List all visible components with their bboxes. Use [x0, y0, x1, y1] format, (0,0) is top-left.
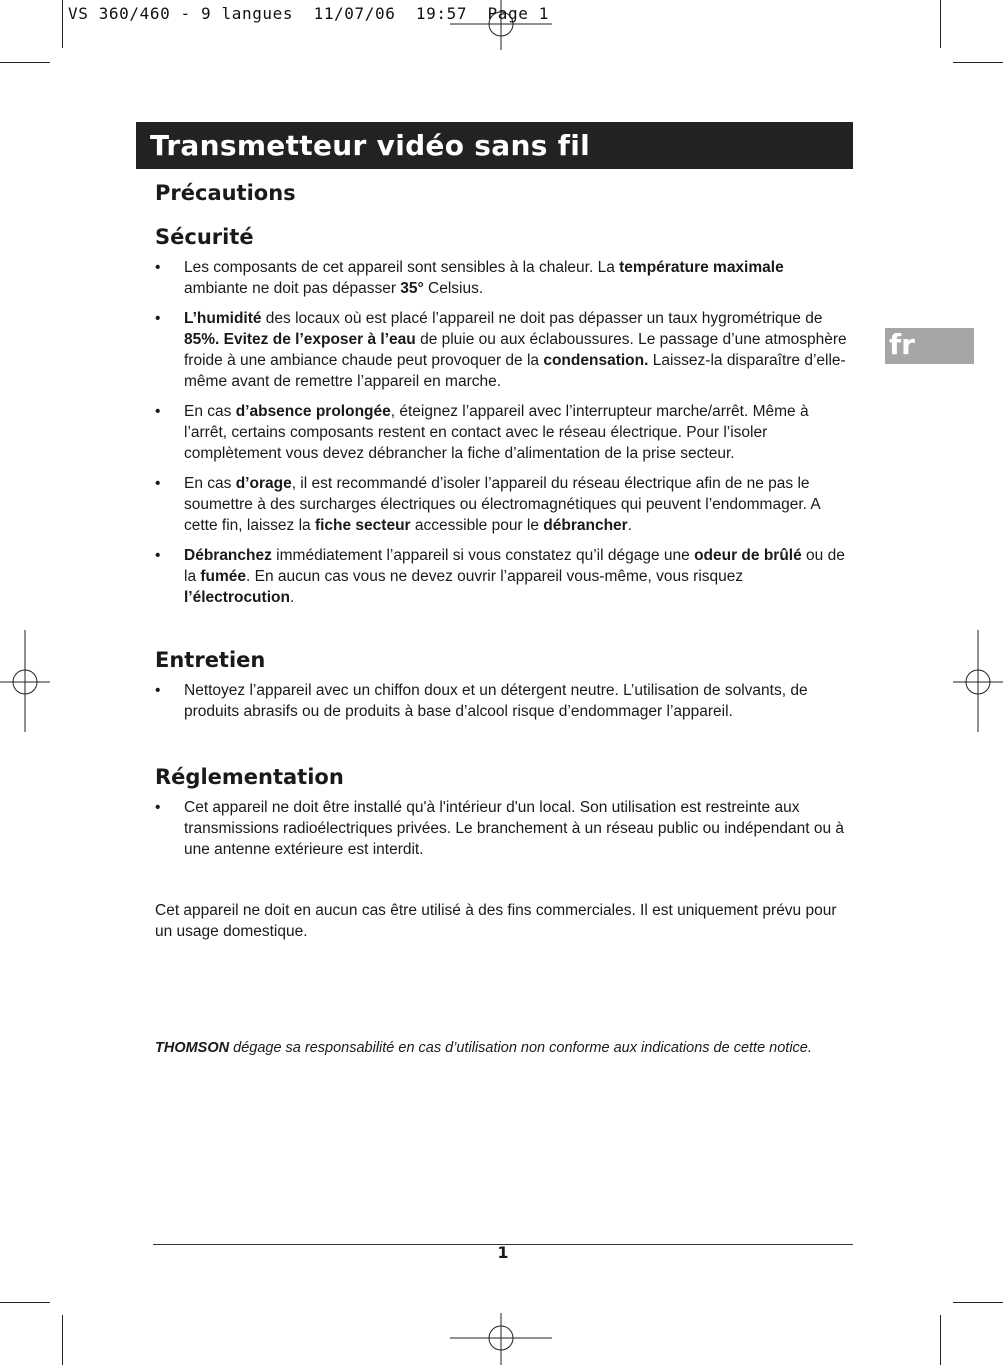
bullet-glyph: • — [155, 259, 161, 276]
disclaimer — [155, 1038, 850, 1059]
securite-list — [155, 257, 850, 608]
usage-note: Cet appareil ne doit en aucun cas être utilisé à des fins commerciales. Il est uniquement prévu pour un usage domestique. — [155, 902, 837, 940]
registration-mark-bottom-icon — [450, 1313, 552, 1365]
bullet-glyph: • — [155, 799, 161, 816]
emphasis-text: L’humidité — [184, 310, 262, 327]
body-text: . — [627, 517, 633, 534]
page-title: Transmetteur vidéo sans fil — [150, 129, 590, 162]
body-text: En cas — [184, 475, 236, 492]
bullet-item — [155, 308, 850, 392]
bullet-item — [155, 797, 850, 860]
body-text: , il est recommandé d’isoler l’appareil du réseau électrique afin de ne pas le soumettre à des surcharges électriques ou électromagnétiques qui peuvent l’endommager. A cette fin, laissez la — [184, 475, 820, 534]
emphasis-text: d’absence prolongée — [235, 403, 391, 420]
bullet-glyph: • — [155, 310, 161, 327]
body-text: Celsius. — [423, 280, 484, 297]
emphasis-text: l’électrocution — [184, 589, 290, 606]
body-text: En cas — [184, 403, 236, 420]
emphasis-text: d’orage — [235, 475, 292, 492]
emphasis-text: température maximale — [619, 259, 784, 276]
body-text: ambiante ne doit pas dépasser — [184, 280, 401, 297]
body-text: . En aucun cas vous ne devez ouvrir l’appareil vous-même, vous risquez — [246, 568, 744, 585]
body-text: immédiatement l’appareil si vous constatez qu’il dégage une — [271, 547, 695, 564]
emphasis-text: fiche secteur — [314, 517, 411, 534]
body-text: Laissez-la disparaître d’elle-même avant de remettre l’appareil en marche. — [184, 352, 846, 390]
body-text: . — [289, 589, 295, 606]
emphasis-text: 85%. Evitez de l’exposer à l’eau — [184, 331, 416, 348]
language-tab: fr — [885, 328, 974, 364]
body-text: Nettoyez l’appareil avec un chiffon doux et un détergent neutre. L’utilisation de solvants, de produits abrasifs ou de produits à base d’alcool risque d’endommager l’appareil. — [184, 682, 808, 720]
bullet-item — [155, 257, 850, 299]
disclaimer-text: dégage sa responsabilité en cas d’utilisation non conforme aux indications de cette notice. — [229, 1040, 812, 1056]
title-banner — [136, 122, 853, 169]
emphasis-text: débrancher — [543, 517, 628, 534]
bullet-glyph: • — [155, 547, 161, 564]
registration-mark-left-icon — [0, 630, 50, 732]
precautions-heading: Précautions — [155, 181, 296, 205]
body-text: Les composants de cet appareil sont sensibles à la chaleur. La — [184, 259, 620, 276]
securite-heading: Sécurité — [155, 225, 254, 249]
emphasis-text: odeur de brûlé — [694, 547, 802, 564]
reglementation-heading: Réglementation — [155, 765, 344, 789]
bullet-glyph: • — [155, 682, 161, 699]
reglementation-list — [155, 797, 850, 860]
emphasis-text: fumée — [200, 568, 247, 585]
emphasis-text: 35° — [400, 280, 424, 297]
entretien-list — [155, 680, 850, 722]
body-text: accessible pour le — [410, 517, 544, 534]
main-content — [155, 178, 850, 1059]
brand-name: THOMSON — [155, 1040, 230, 1056]
bullet-item — [155, 473, 850, 536]
bullet-glyph: • — [155, 403, 161, 420]
page-number: 1 — [497, 1243, 509, 1262]
body-text: , éteignez l’appareil avec l’interrupteur marche/arrêt. Même à l’arrêt, certains composants restent en contact avec le réseau électrique. Pour l’isoler complètement vous devez débrancher la fiche d’alimentation de la prise secteur. — [184, 403, 809, 462]
print-slug: VS 360/460 - 9 langues 11/07/06 19:57 Page 1 — [68, 4, 549, 23]
body-text: ou de la — [184, 547, 845, 585]
body-text: Cet appareil ne doit être installé qu'à l'intérieur d'un local. Son utilisation est restreinte aux transmissions radioélectriques privées. Le branchement à un réseau public ou indépendant ou à une antenne extérieure est interdit. — [184, 799, 845, 858]
body-text: des locaux où est placé l’appareil ne doit pas dépasser un taux hygrométrique de — [261, 310, 823, 327]
entretien-heading: Entretien — [155, 648, 266, 672]
bullet-item — [155, 680, 850, 722]
bullet-item — [155, 401, 850, 464]
emphasis-text: condensation. — [543, 352, 649, 369]
emphasis-text: Débranchez — [184, 547, 272, 564]
body-text: de pluie ou aux éclaboussures. Le passage d’une atmosphère froide à une ambiance chaude peut provoquer de la — [184, 331, 847, 369]
bullet-item — [155, 545, 850, 608]
registration-mark-right-icon — [953, 630, 1003, 732]
bullet-glyph: • — [155, 475, 161, 492]
